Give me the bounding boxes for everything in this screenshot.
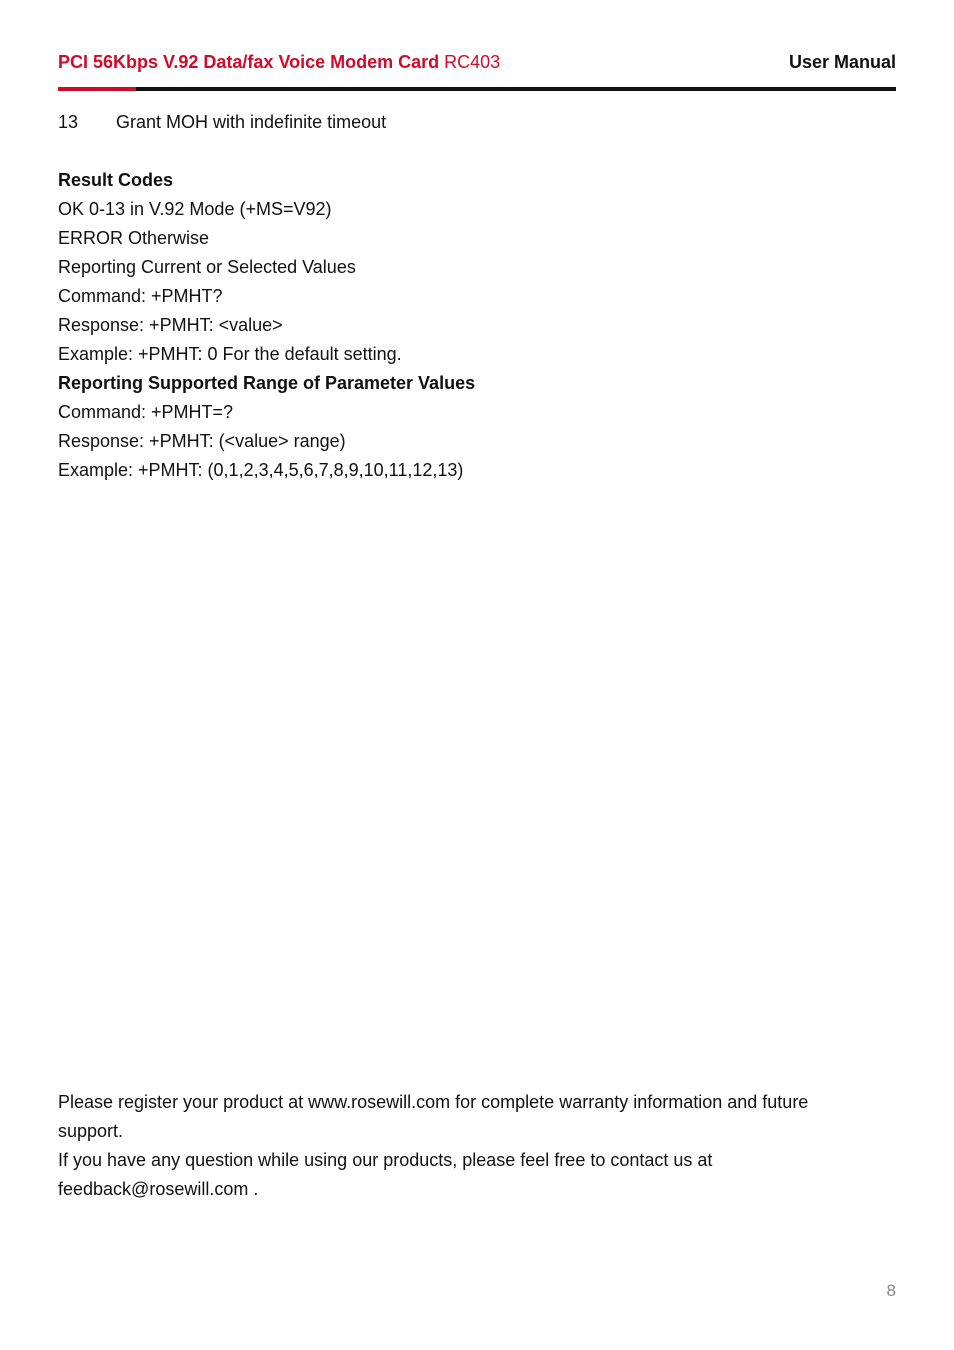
register-line-1: Please register your product at www.rosewill.com for complete warranty information and future xyxy=(58,1092,809,1112)
document-title-model: RC403 xyxy=(444,52,501,72)
result-codes-heading: Result Codes xyxy=(58,170,174,190)
supported-range-heading: Reporting Supported Range of Parameter Values xyxy=(58,373,476,393)
page-header xyxy=(58,52,896,78)
list-item-text: Grant MOH with indefinite timeout xyxy=(116,112,387,132)
contact-line-1: If you have any question while using our products, please feel free to contact us at xyxy=(58,1150,713,1170)
header-divider xyxy=(58,87,896,91)
page-footer-notice xyxy=(58,1088,898,1204)
document-title-product: PCI 56Kbps V.92 Data/fax Voice Modem Card xyxy=(58,52,440,72)
list-item xyxy=(58,108,898,137)
page-body xyxy=(58,108,898,485)
contact-line-2: feedback@rosewill.com . xyxy=(58,1179,259,1199)
page-number: 8 xyxy=(886,1281,896,1300)
command-current-line: Command: +PMHT? xyxy=(58,286,223,306)
document-title xyxy=(58,52,500,73)
register-line-2: support. xyxy=(58,1121,124,1141)
header-divider-accent xyxy=(58,87,136,91)
example-current-line: Example: +PMHT: 0 For the default setting. xyxy=(58,344,402,364)
result-ok-line: OK 0-13 in V.92 Mode (+MS=V92) xyxy=(58,199,332,219)
list-item-number: 13 xyxy=(58,112,79,132)
reporting-current-line: Reporting Current or Selected Values xyxy=(58,257,356,277)
response-supported-line: Response: +PMHT: (<value> range) xyxy=(58,431,346,451)
spacer xyxy=(58,137,898,166)
response-current-line: Response: +PMHT: <value> xyxy=(58,315,283,335)
example-supported-line: Example: +PMHT: (0,1,2,3,4,5,6,7,8,9,10,11,12,13) xyxy=(58,460,464,480)
result-error-line: ERROR Otherwise xyxy=(58,228,210,248)
command-supported-line: Command: +PMHT=? xyxy=(58,402,234,422)
manual-label: User Manual xyxy=(788,52,896,72)
